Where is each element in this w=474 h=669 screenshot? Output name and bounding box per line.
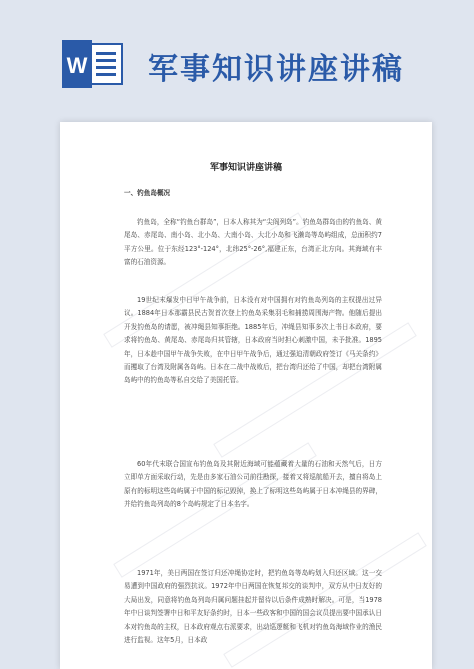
paragraph: 钓鱼岛，全称“钓鱼台群岛”，日本人称其为“尖阁列岛”。钓鱼岛群岛由的钓鱼岛、黄尾岛、赤尾岛、南小岛、北小岛、大南小岛、大北小岛和飞濑岛等岛屿组成，总面积约7平方公里。位于东经123°-124°，北纬25°-26°,福建正东，台湾正北方向。其海域有丰富的石油资源。: [124, 218, 382, 267]
word-document-icon: [62, 40, 124, 88]
header-banner: [0, 0, 474, 102]
document-page: [60, 122, 432, 669]
section-heading: 一、钓鱼岛概况: [124, 189, 171, 197]
word-icon-letter: W: [66, 53, 88, 78]
paragraph: 19世纪末爆发中日甲午战争前，日本没有对中国拥有对钓鱼岛列岛的主权提出过异议。1884年日本那霸县民古贺首次登上钓鱼岛采集羽毛和捕捞周围海产物。他随后提出开发钓鱼岛的请愿，被冲绳县知事拒绝。1885年后，冲绳县知事多次上书日本政府，要求将钓鱼岛、黄尾岛、赤尾岛归其管辖，日本政府当时担心刺激中国，未予批准。1895年，日本趁中国甲午战争失败，在中日甲午战争后，通过强迫清朝政府签订《马关条约》而攫取了台湾及附属各岛屿。日本在二战中战败后，把台湾归还给了中国，却把台湾附属岛屿中的钓鱼岛等私自交给了美国托管。: [124, 296, 382, 385]
paragraph: 1971年，美日两国在签订归还冲绳协定时，把钓鱼岛等岛屿划入归还区域。这一交易遭到中国政府的强烈抗议。1972年中日两国在恢复邦交的谈判中，双方从中日友好的大局出发，同意将钓鱼岛列岛归属问题挂起并留待以后条件成熟时解决。可是，当1978年中日谈判签署中日和平友好条约时，日本一些政客和中国的国会议员提出要中国承认日本对钓鱼岛的主权，日本政府观点右派要求，出动巡逻艇和飞机对钓鱼岛海域作业的渔民进行监视。这年5月，日本政: [124, 569, 382, 645]
document-title: 军事知识讲座讲稿: [209, 163, 282, 173]
banner-title: 军事知识讲座讲稿: [148, 52, 404, 87]
paragraph: 60年代末联合国宣布钓鱼岛及其附近海域可能蕴藏着大量的石油和天然气后，日方立即单方面采取行动，先是由多家石油公司前往勘探，接着又将巡航船开去，擅自将岛上原有的标明这些岛屿属于中国的标记毁掉，换上了标明这些岛屿属于日本冲绳县的界碑，并给钓鱼岛列岛的8个岛屿规定了日本名字。: [124, 460, 382, 509]
